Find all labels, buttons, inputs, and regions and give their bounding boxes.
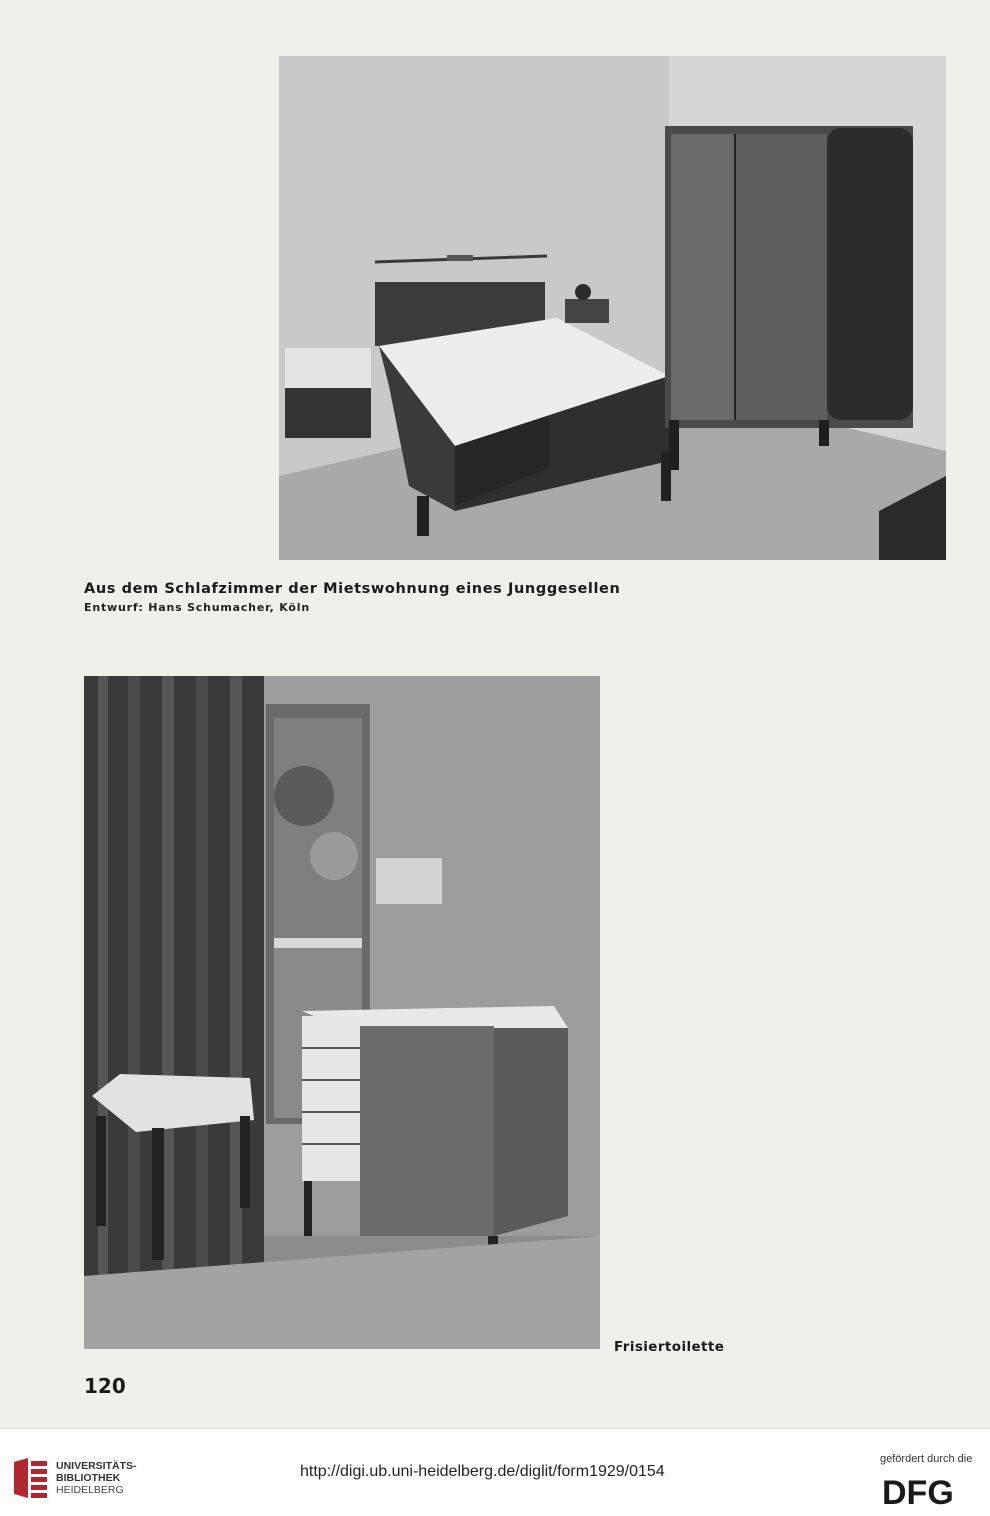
top-caption-title: Aus dem Schlafzimmer der Mietswohnung eines Junggesellen — [84, 581, 621, 597]
institution-line-2: BIBLIOTHEK — [56, 1472, 121, 1484]
bottom-caption: Frisiertoilette — [614, 1339, 725, 1355]
top-caption-credit: Entwurf: Hans Schumacher, Köln — [84, 601, 310, 614]
university-library-logo-icon — [10, 1456, 50, 1500]
institution-line-1: UNIVERSITÄTS- — [56, 1460, 137, 1472]
page-number: 120 — [84, 1374, 126, 1398]
dfg-logo-icon — [882, 1474, 978, 1508]
permalink-url[interactable]: http://digi.ub.uni-heidelberg.de/diglit/form1929/0154 — [300, 1463, 665, 1480]
bedroom-photo — [279, 56, 946, 560]
institution-line-3: HEIDELBERG — [56, 1484, 124, 1496]
footer-divider — [0, 1428, 990, 1429]
dressing-table-photo — [84, 676, 600, 1349]
dfg-logo-text: DFG — [882, 1474, 954, 1508]
university-library-name — [56, 1460, 166, 1496]
funding-label: gefördert durch die — [880, 1453, 973, 1465]
